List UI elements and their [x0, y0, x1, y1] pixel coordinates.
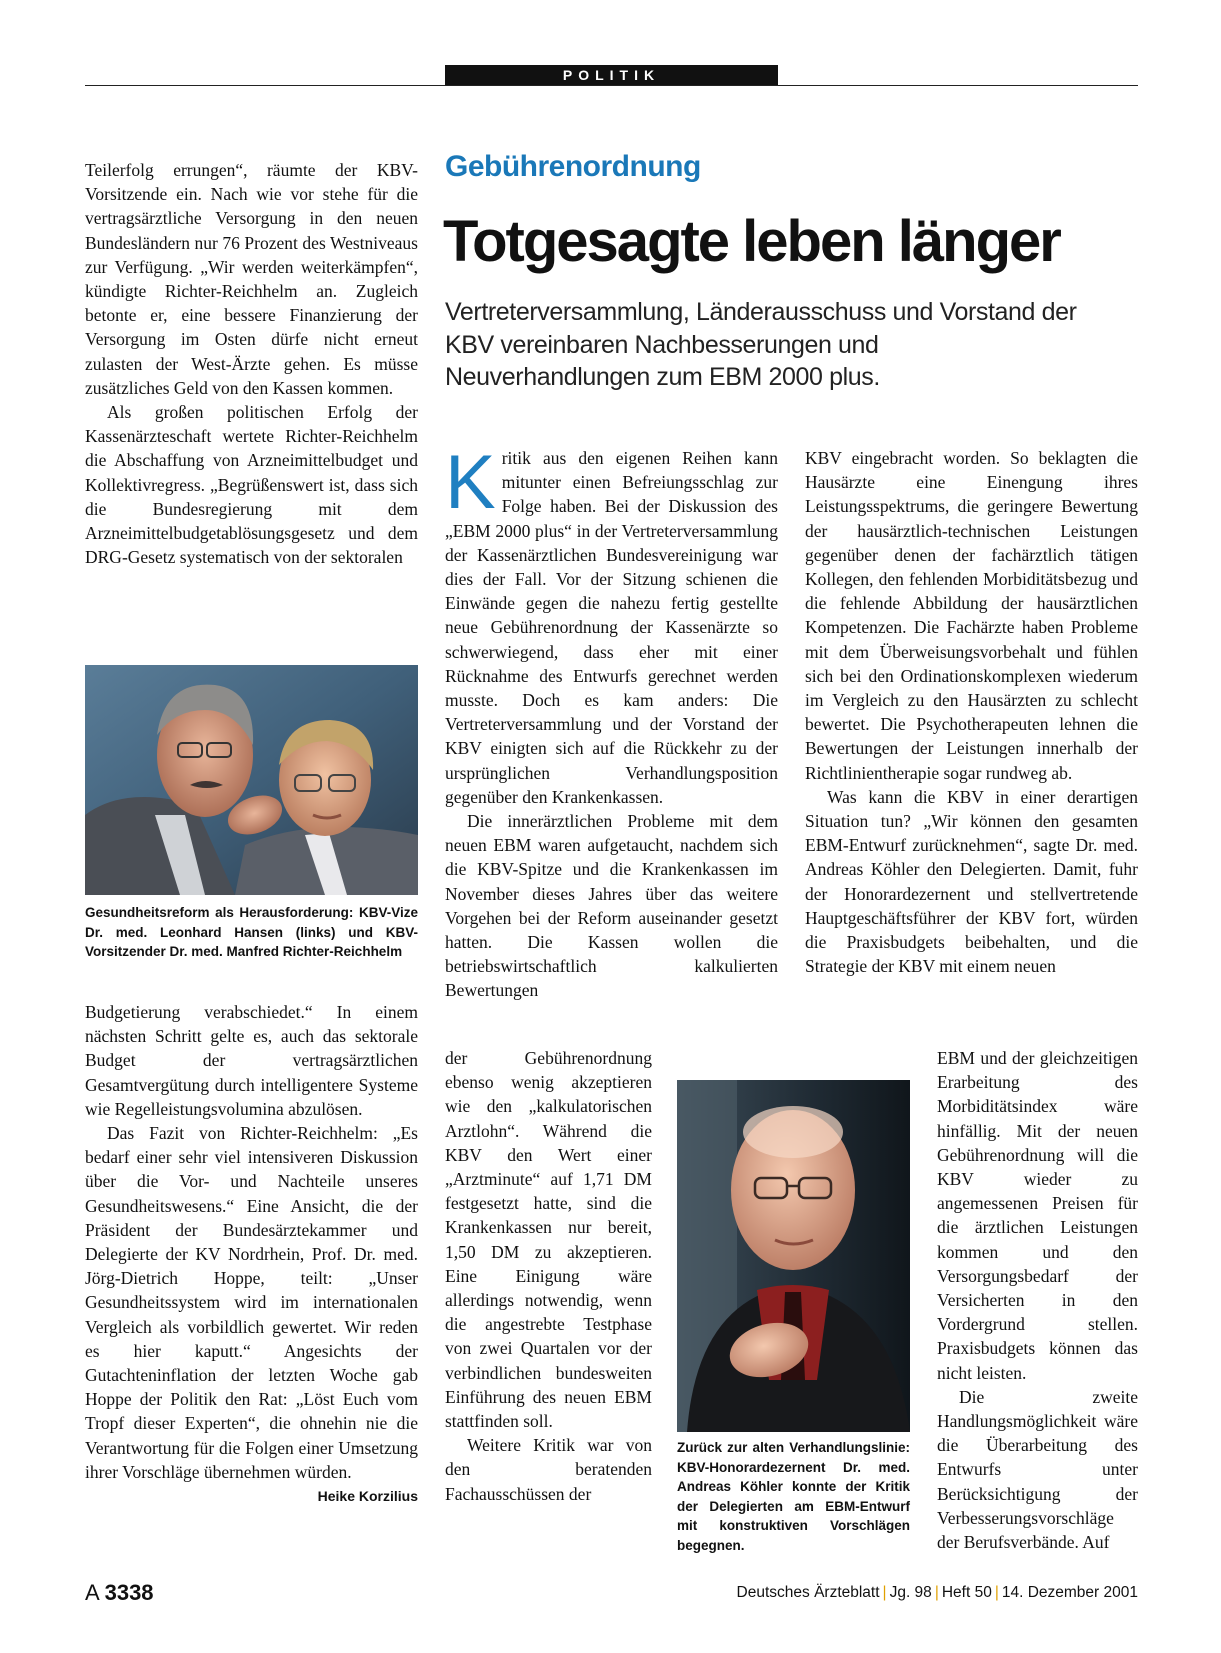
paragraph: Als großen politischen Erfolg der Kassenärzteschaft wertete Richter-Reichhelm die Abschaffung von Arzneimittelbudget und Kollektivregress. „Begrüßenswert ist, dass sich die Bundesregierung mit dem Arzneimittelbudgetablösungsgesetz und dem DRG-Gesetz systematisch von der sektoralen	[85, 402, 418, 568]
column-3	[805, 446, 1138, 978]
photo-koehler	[677, 1080, 910, 1432]
article-kicker: Gebührenordnung	[445, 150, 701, 183]
header-rule	[85, 85, 1138, 86]
page-prefix: A	[85, 1580, 99, 1605]
column-2-narrow	[445, 1046, 652, 1506]
paragraph-text: Das Fazit von Richter-Reichhelm: „Es bedarf einer sehr viel intensiveren Diskussion über die Vor- und Nachteile unseres Gesundheitswesens.“ Eine Ansicht, die der Präsident der Bundesärztekammer und Delegierte der KV Nordrhein, Prof. Dr. med. Jörg-Dietrich Hoppe, teilt: „Unser Gesundheitssystem wird im internationalen Vergleich als vorbildlich gewertet. Wir reden es hier kaputt.“ Angesichts der Gutachteninflation der letzten Woche gab Hoppe der Politik den Rat: „Löst Euch vom Tropf dieser Experten“, die ohnehin nie die Verantwortung für die Folgen einer Umsetzung ihrer Vorschläge übernehmen würden.	[85, 1123, 418, 1482]
article-headline: Totgesagte leben länger	[443, 209, 1060, 274]
separator: |	[934, 1584, 939, 1601]
paragraph	[85, 1121, 418, 1505]
author-byline: Heike Korzilius	[317, 1488, 418, 1505]
journal-volume: Jg. 98	[889, 1584, 932, 1601]
paragraph: KBV eingebracht worden. So beklagten die Hausärzte eine Einengung ihres Leistungsspektrums, die geringere Bewertung der hausärztlich-technischen Leistungen gegenüber denen der fachärztlich tätigen Kollegen, den fehlenden Morbiditätsbezug und die fehlende Abbildung der hausärztlichen Kompetenzen. Die Fachärzte haben Probleme mit dem Überweisungsvorbehalt und fühlen sich bei den Ordinationskomplexen wiederum im Vergleich zu den Hausärzten zu schlecht bewertet. Die Psychotherapeuten lehnen die Bewertungen der Leistungen innerhalb der Richtlinientherapie sogar rundweg ab.	[805, 448, 1138, 783]
paragraph: Weitere Kritik war von den beratenden Fachausschüssen der	[445, 1435, 652, 1504]
page-number-value: 3338	[104, 1580, 154, 1605]
paragraph: der Gebührenordnung ebenso wenig akzeptieren wie den „kalkulatorischen Arztlohn“. Während die KBV den Wert einer „Arztminute“ auf 1,71 DM festgesetzt hatte, sind die Krankenkassen nur bereit, 1,50 DM zu akzeptieren. Eine Einigung wäre allerdings notwendig, wenn die angestrebte Testphase von zwei Quartalen vor der verbindlichen bundesweiten Einführung des neuen EBM stattfinden soll.	[445, 1048, 652, 1432]
drop-cap: K	[445, 440, 496, 525]
issue-date: 14. Dezember 2001	[1001, 1584, 1138, 1601]
paragraph-text: ritik aus den eigenen Reihen kann mitunter einen Befreiungsschlag zur Folge haben. Bei der Diskussion des „EBM 2000 plus“ in der Vertreterversammlung der Kassenärztlichen Bundesvereinigung war dies der Fall. Vor der Sitzung schienen die Einwände gegen die nahezu fertig gestellte neue Gebührenordnung der Kassenärzte so schwerwiegend, dass eher mit einer Rücknahme des Entwurfs gerechnet werden musste. Doch es kam anders: Die Vertreterversammlung und der Vorstand der KBV einigten sich auf die Rückkehr zu der ursprünglichen Verhandlungsposition gegenüber den Krankenkassen.	[445, 448, 778, 807]
footer-journal-info	[737, 1584, 1138, 1602]
journal-name: Deutsches Ärzteblatt	[736, 1584, 880, 1601]
page-number	[85, 1580, 154, 1606]
paragraph: Budgetierung verabschiedet.“ In einem nächsten Schritt gelte es, auch das sektorale Budget der vertragsärztlichen Gesamtvergütung durch intelligentere Systeme wie Regelleistungsvolumina abzulösen.	[85, 1002, 418, 1119]
article-subhead: Vertreterversammlung, Länderausschuss und Vorstand der KBV vereinbaren Nachbesserungen und Neuverhandlungen zum EBM 2000 plus.	[445, 298, 1077, 391]
photo-caption: Zurück zur alten Verhandlungslinie: KBV-Honorardezernent Dr. med. Andreas Köhler konnte der Kritik der Delegierten am EBM-Entwurf mit konstruktiven Vorschlägen begegnen.	[677, 1440, 910, 1553]
paragraph: EBM und der gleichzeitigen Erarbeitung des Morbiditätsindex wäre hinfällig. Mit der neuen Gebührenordnung will die KBV wieder zu angemessenen Preisen für die ärztlichen Leistungen kommen und den Versorgungsbedarf der Versicherten in den Vordergrund stellen. Praxisbudgets können das nicht leisten.	[937, 1048, 1138, 1383]
column-2	[445, 440, 778, 1003]
paragraph	[445, 440, 778, 809]
photo-hansen-richter-reichhelm	[85, 665, 418, 895]
section-rubric: POLITIK	[445, 65, 778, 85]
column-3-narrow	[937, 1046, 1138, 1554]
separator: |	[882, 1584, 887, 1601]
journal-issue: Heft 50	[941, 1584, 992, 1601]
paragraph: Die innerärztlichen Probleme mit dem neuen EBM waren aufgetaucht, nachdem sich die KBV-Spitze und die Krankenkassen im November dieses Jahres über das weitere Vorgehen bei der Reform auseinander gesetzt hatten. Die Kassen wollen die betriebswirtschaftlich kalkulierten Bewertungen	[445, 811, 778, 1001]
separator: |	[994, 1584, 999, 1601]
photo-caption: Gesundheitsreform als Herausforderung: KBV-Vize Dr. med. Leonhard Hansen (links) und KBV-Vorsitzender Dr. med. Manfred Richter-Reichhelm	[85, 905, 418, 959]
paragraph: Die zweite Handlungsmöglichkeit wäre die Überarbeitung des Entwurfs unter Berücksichtigung der Verbesserungsvorschläge der Berufsverbände. Auf	[937, 1386, 1138, 1553]
paragraph: Was kann die KBV in einer derartigen Situation tun? „Wir können den gesamten EBM-Entwurf zurücknehmen“, sagte Dr. med. Andreas Köhler den Delegierten. Damit, fuhr der Honorardezernent und stellvertretende Hauptgeschäftsführer der KBV fort, würden die Praxisbudgets beibehalten, und die Strategie der KBV mit einem neuen	[805, 786, 1138, 977]
column-1-bottom	[85, 1000, 418, 1508]
column-1-top	[85, 158, 418, 569]
paragraph: Teilerfolg errungen“, räumte der KBV-Vorsitzende ein. Nach wie vor stehe für die vertragsärztliche Versorgung in den neuen Bundesländern nur 76 Prozent des Westniveaus zur Verfügung. „Wir werden weiterkämpfen“, kündigte Richter-Reichhelm an. Zugleich betonte er, eine bessere Finanzierung der Versorgung im Osten dürfe nicht erneut zulasten der West-Ärzte gehen. Es müsse zusätzliches Geld von den Kassen kommen.	[85, 160, 418, 398]
